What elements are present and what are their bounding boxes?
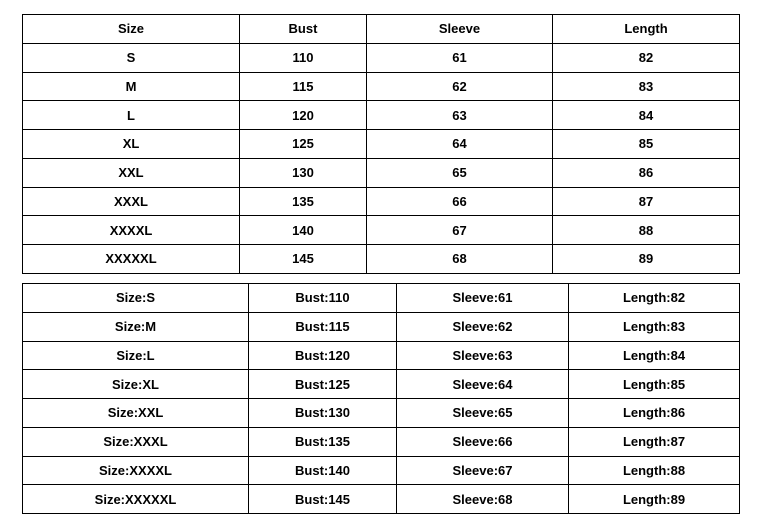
cell-sleeve: Sleeve:65 [397, 399, 569, 428]
table-row [23, 101, 740, 130]
cell-length: Length:83 [569, 312, 740, 341]
cell-bust: 130 [240, 158, 367, 187]
table-row [23, 43, 740, 72]
table-row [23, 216, 740, 245]
cell-length: Length:85 [569, 370, 740, 399]
size-chart-labeled-table [22, 283, 740, 514]
cell-sleeve: 64 [367, 130, 553, 159]
cell-size: Size:XXXL [23, 427, 249, 456]
cell-length: 84 [553, 101, 740, 130]
cell-size: Size:XXXXXL [23, 485, 249, 514]
cell-length: Length:87 [569, 427, 740, 456]
cell-bust: Bust:135 [249, 427, 397, 456]
cell-length: 85 [553, 130, 740, 159]
cell-sleeve: Sleeve:62 [397, 312, 569, 341]
cell-bust: Bust:130 [249, 399, 397, 428]
table-row [23, 187, 740, 216]
cell-sleeve: 61 [367, 43, 553, 72]
cell-size: Size:XL [23, 370, 249, 399]
table-row [23, 485, 740, 514]
cell-bust: Bust:140 [249, 456, 397, 485]
cell-bust: 110 [240, 43, 367, 72]
table-row [23, 456, 740, 485]
cell-length: Length:89 [569, 485, 740, 514]
cell-sleeve: Sleeve:61 [397, 284, 569, 313]
table-row [23, 341, 740, 370]
cell-size: Size:S [23, 284, 249, 313]
cell-length: Length:82 [569, 284, 740, 313]
cell-length: 82 [553, 43, 740, 72]
cell-bust: Bust:145 [249, 485, 397, 514]
cell-bust: 140 [240, 216, 367, 245]
cell-bust: 135 [240, 187, 367, 216]
cell-length: 88 [553, 216, 740, 245]
header-sleeve: Sleeve [367, 15, 553, 44]
table-header-row [23, 15, 740, 44]
table-row [23, 72, 740, 101]
cell-length: Length:86 [569, 399, 740, 428]
cell-bust: 145 [240, 245, 367, 274]
cell-bust: 115 [240, 72, 367, 101]
cell-size: XL [23, 130, 240, 159]
cell-bust: 125 [240, 130, 367, 159]
size-chart-table [22, 14, 740, 274]
cell-bust: Bust:125 [249, 370, 397, 399]
cell-length: 83 [553, 72, 740, 101]
cell-size: Size:XXXXL [23, 456, 249, 485]
table-row [23, 427, 740, 456]
header-length: Length [553, 15, 740, 44]
cell-sleeve: Sleeve:68 [397, 485, 569, 514]
cell-sleeve: Sleeve:67 [397, 456, 569, 485]
cell-length: 87 [553, 187, 740, 216]
cell-size: M [23, 72, 240, 101]
cell-bust: Bust:115 [249, 312, 397, 341]
cell-size: Size:XXL [23, 399, 249, 428]
table-row [23, 130, 740, 159]
header-size: Size [23, 15, 240, 44]
cell-size: S [23, 43, 240, 72]
cell-size: XXXL [23, 187, 240, 216]
cell-size: Size:M [23, 312, 249, 341]
header-bust: Bust [240, 15, 367, 44]
cell-length: 89 [553, 245, 740, 274]
cell-size: Size:L [23, 341, 249, 370]
cell-bust: Bust:110 [249, 284, 397, 313]
cell-length: Length:88 [569, 456, 740, 485]
cell-sleeve: 63 [367, 101, 553, 130]
cell-sleeve: 65 [367, 158, 553, 187]
cell-size: XXXXXL [23, 245, 240, 274]
cell-sleeve: Sleeve:63 [397, 341, 569, 370]
cell-sleeve: 67 [367, 216, 553, 245]
cell-sleeve: 62 [367, 72, 553, 101]
table-row [23, 312, 740, 341]
table-row [23, 370, 740, 399]
cell-size: XXL [23, 158, 240, 187]
cell-bust: Bust:120 [249, 341, 397, 370]
cell-sleeve: 68 [367, 245, 553, 274]
table-row [23, 399, 740, 428]
table-row [23, 158, 740, 187]
cell-size: XXXXL [23, 216, 240, 245]
cell-sleeve: Sleeve:66 [397, 427, 569, 456]
table-row [23, 284, 740, 313]
table-row [23, 245, 740, 274]
cell-length: Length:84 [569, 341, 740, 370]
cell-size: L [23, 101, 240, 130]
cell-bust: 120 [240, 101, 367, 130]
cell-sleeve: Sleeve:64 [397, 370, 569, 399]
cell-sleeve: 66 [367, 187, 553, 216]
cell-length: 86 [553, 158, 740, 187]
